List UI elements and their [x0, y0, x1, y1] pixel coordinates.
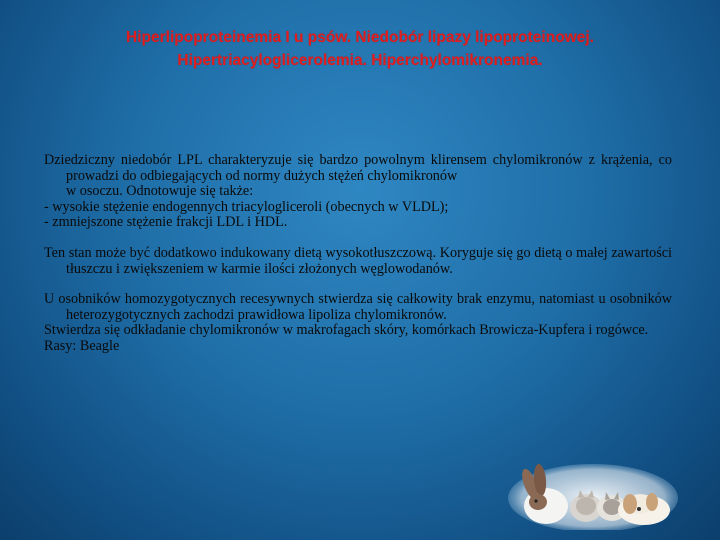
paragraph-1-line-2: w osoczu. Odnotowuje się także:	[66, 183, 254, 200]
paragraph-3	[44, 292, 672, 354]
paragraph-2	[44, 246, 672, 277]
paragraph-1-bullet-1: - wysokie stężenie endogennych triacylogliceroli (obecnych w VLDL);	[44, 198, 449, 215]
paragraph-2-text: Ten stan może być dodatkowo indukowany dietą wysokotłuszczową. Koryguje się go dietą o małej zawartości tłuszczu i zwiększeniem w karmie ilości złożonych węglowodanów.	[44, 244, 672, 277]
title-line-2: Hipertriacyloglicerolemia. Hiperchylomikronemia.	[177, 52, 543, 69]
title-line-1: Hiperlipoproteinemia I u psów. Niedobór lipazy lipoproteinowej.	[126, 29, 594, 46]
slide-title	[60, 26, 660, 72]
slide-body	[44, 153, 672, 355]
paragraph-3-line-1: U osobników homozygotycznych recesywnych stwierdza się całkowity brak enzymu, natomiast u osobników heterozygotycznych zachodzi prawidłowa lipoliza chylomikronów.	[44, 291, 672, 323]
pets-photo-icon	[508, 458, 678, 530]
paragraph-3-line-3: Rasy: Beagle	[44, 337, 120, 354]
paragraph-1	[44, 153, 672, 231]
paragraph-1-bullet-2: - zmniejszone stężenie frakcji LDL i HDL.	[44, 214, 288, 231]
paragraph-3-line-2: Stwierdza się odkładanie chylomikronów w makrofagach skóry, komórkach Browicza-Kupfera i rogówce.	[44, 322, 649, 339]
paragraph-1-line-1: Dziedziczny niedobór LPL charakteryzuje się bardzo powolnym klirensem chylomikronów z krążenia, co prowadzi do odbiegających od normy dużych stężeń chylomikronów	[44, 152, 672, 184]
